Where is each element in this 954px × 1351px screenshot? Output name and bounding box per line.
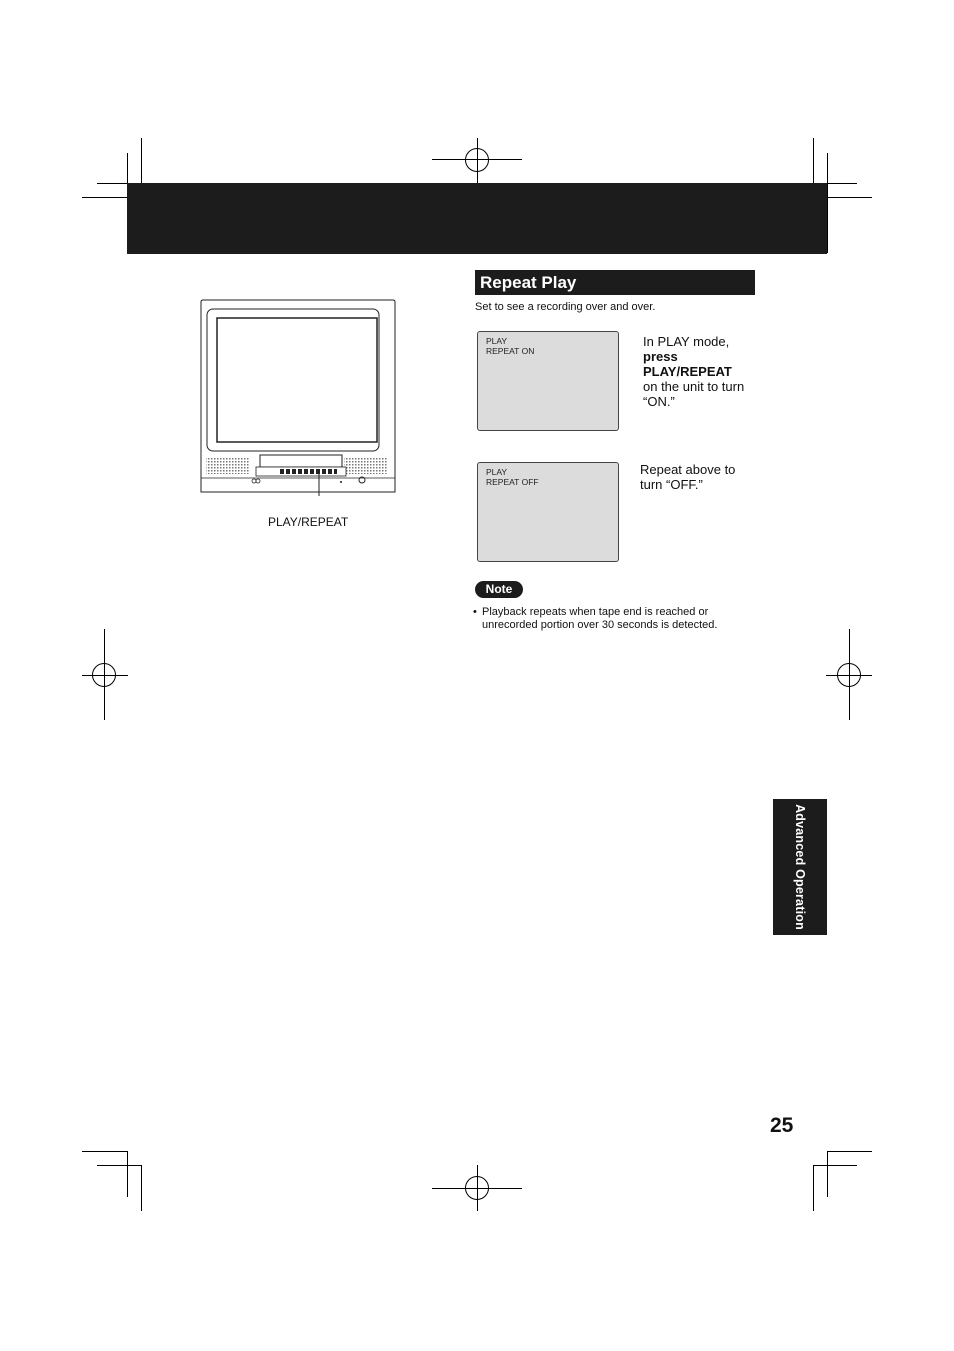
step-2-instructions: Repeat above to turn “OFF.” <box>640 462 736 492</box>
osd-line: REPEAT ON <box>486 346 535 356</box>
side-tab-label: Advanced Operation <box>793 804 807 930</box>
header-bar <box>127 183 827 254</box>
tv-vcr-illustration <box>196 296 400 496</box>
section-intro: Set to see a recording over and over. <box>475 301 656 313</box>
note-text: Playback repeats when tape end is reached or unrecorded portion over 30 seconds is detected. <box>482 606 718 631</box>
osd-line: REPEAT OFF <box>486 477 539 487</box>
page-number: 25 <box>770 1114 794 1137</box>
play-repeat-caption: PLAY/REPEAT <box>268 515 349 529</box>
note-item <box>473 606 753 632</box>
step-1-instructions: In PLAY mode, press PLAY/REPEAT on the unit to turn “ON.” <box>643 334 745 409</box>
osd-line: PLAY <box>486 467 508 477</box>
bullet: • <box>473 606 477 618</box>
osd-screen-repeat-on <box>477 331 619 431</box>
section-title: Repeat Play <box>475 270 755 295</box>
side-tab <box>773 799 827 935</box>
osd-screen-repeat-off <box>477 462 619 562</box>
note-badge: Note <box>475 581 523 598</box>
osd-line: PLAY <box>486 336 508 346</box>
